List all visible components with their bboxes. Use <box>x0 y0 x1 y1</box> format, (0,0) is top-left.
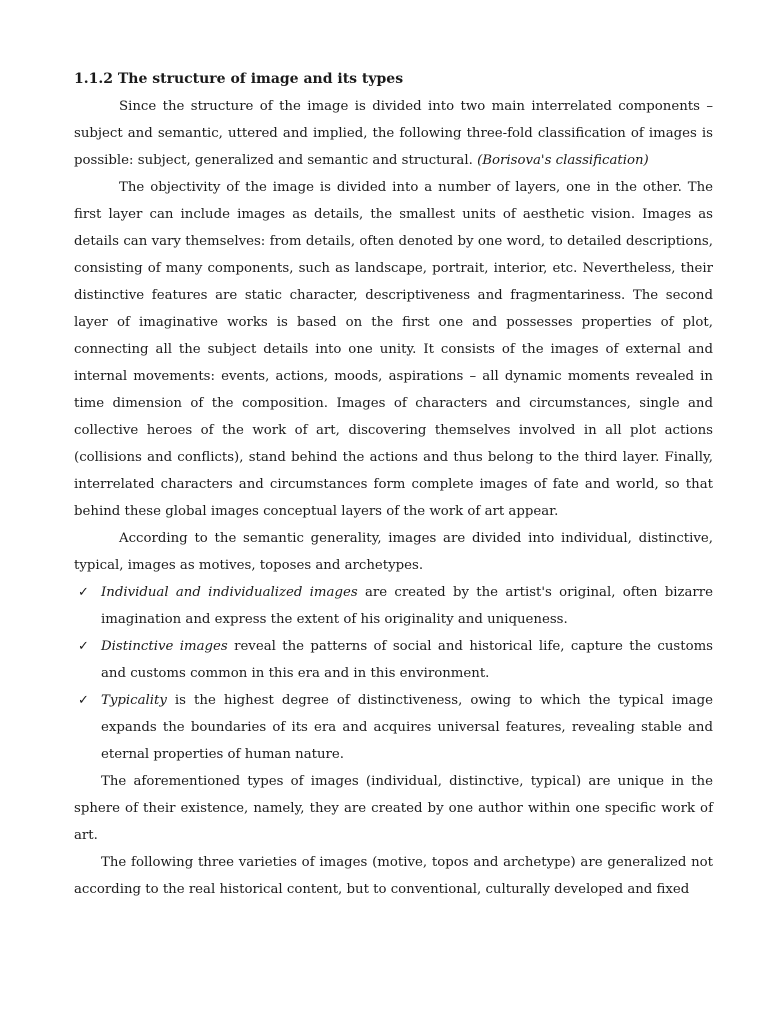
paragraph-unique-types: The aforementioned types of images (individual, distinctive, typical) are unique in the sphere of their existence, namely, they are created by one author within one specific work of art. <box>74 774 713 843</box>
paragraph-semantic-generality: According to the semantic generality, images are divided into individual, distinctive, typical, images as motives, toposes and archetypes. <box>74 531 713 573</box>
checklist-term: Individual and individualized images <box>101 585 358 600</box>
checklist-item <box>74 633 713 687</box>
paragraph-text: Since the structure of the image is divided into two main interrelated components – subject and semantic, uttered and implied, the following three-fold classification of images is possible: subject, generalized and semantic and structural. <box>74 99 713 168</box>
section-heading: 1.1.2 The structure of image and its types <box>74 71 404 87</box>
checklist-item <box>74 687 713 768</box>
checklist-term: Typicality <box>101 693 167 708</box>
document-page <box>74 66 713 903</box>
image-types-checklist <box>74 579 713 768</box>
checklist-text: is the highest degree of distinctiveness, owing to which the typical image expands the boundaries of its era and acquires universal features, revealing stable and eternal properties of human nature. <box>101 693 713 762</box>
checklist-term: Distinctive images <box>101 639 228 654</box>
paragraph-layers: The objectivity of the image is divided into a number of layers, one in the other. The first layer can include images as details, the smallest units of aesthetic vision. Images as details can vary themselves: from details, often denoted by one word, to detailed descriptions, consisting of many components, such as landscape, portrait, interior, etc. Nevertheless, their distinctive features are static character, descriptiveness and fragmentariness. The second layer of imaginative works is based on the first one and possesses properties of plot, connecting all the subject details into one unity. It consists of the images of external and internal movements: events, actions, moods, aspirations – all dynamic moments revealed in time dimension of the composition. Images of characters and circumstances, single and collective heroes of the work of art, discovering themselves involved in all plot actions (collisions and conflicts), stand behind the actions and thus belong to the third layer. Finally, interrelated characters and circumstances form complete images of fate and world, so that behind these global images conceptual layers of the work of art appear. <box>74 180 713 519</box>
paragraph-classification <box>74 93 713 174</box>
checklist-item <box>74 579 713 633</box>
checklist-text: are created by the artist's original, often bizarre imagination and express the extent of his originality and uniqueness. <box>101 585 713 627</box>
checkmark-icon: ✓ <box>78 639 89 654</box>
checkmark-icon: ✓ <box>78 585 89 600</box>
citation: (Borisova's classification) <box>477 153 649 168</box>
checklist-text: reveal the patterns of social and historical life, capture the customs and customs common in this era and in this environment. <box>101 639 714 681</box>
checkmark-icon: ✓ <box>78 693 89 708</box>
paragraph-generalized-types: The following three varieties of images (motive, topos and archetype) are generalized not according to the real historical content, but to conventional, culturally developed and fixed <box>74 855 713 897</box>
